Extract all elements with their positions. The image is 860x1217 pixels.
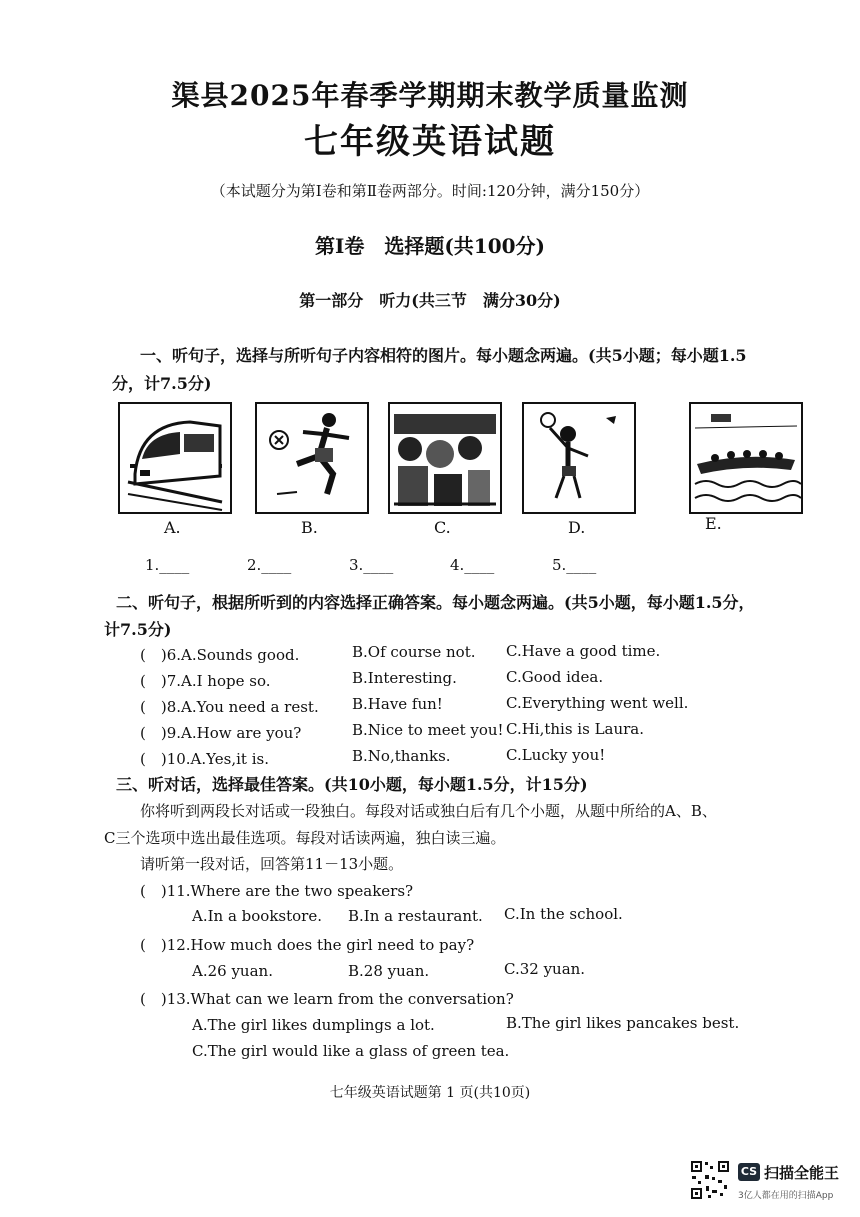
answer-blank-3: 3.____ [349, 556, 394, 574]
picture-e [689, 402, 803, 514]
question-6-option-a: ( )6.A.Sounds good. [140, 646, 300, 664]
question-13-option-c: C.The girl would like a glass of green tea. [192, 1042, 510, 1060]
question-7-option-c: C.Good idea. [506, 668, 604, 686]
picture-a [118, 402, 232, 514]
question-6-option-c: C.Have a good time. [506, 642, 661, 660]
question-10-option-a: ( )10.A.Yes,it is. [140, 750, 269, 768]
train-icon [120, 404, 230, 512]
section3-desc-line1: 你将听到两段长对话或一段独白。每段对话或独白后有几个小题，从题中所给的A、B、 [140, 802, 717, 820]
section2-instruction-line2: 计7.5分) [104, 620, 172, 639]
picture-label-c: C. [434, 518, 451, 537]
question-13-stem: ( )13.What can we learn from the conversation? [140, 990, 514, 1008]
soccer-player-icon [257, 404, 367, 512]
badminton-player-icon [524, 404, 634, 512]
question-12-option-a: A.26 yuan. [192, 962, 273, 980]
picture-b [255, 402, 369, 514]
question-9-option-a: ( )9.A.How are you? [140, 724, 302, 742]
question-11-option-b: B.In a restaurant. [348, 907, 483, 925]
question-9-option-b: B.Nice to meet you! [352, 721, 504, 739]
exam-subject-title: 七年级英语试题 [304, 122, 556, 162]
picture-label-b: B. [301, 518, 318, 537]
question-8-option-a: ( )8.A.You need a rest. [140, 698, 319, 716]
section3-prompt: 请听第一段对话，回答第11－13小题。 [140, 855, 404, 873]
question-6-option-b: B.Of course not. [352, 643, 476, 661]
question-7-option-a: ( )7.A.I hope so. [140, 672, 271, 690]
section2-instruction-line1: 二、听句子，根据所听到的内容选择正确答案。每小题念两遍。(共5小题，每小题1.5分， [116, 593, 755, 612]
question-7-option-b: B.Interesting. [352, 669, 457, 687]
question-11-option-c: C.In the school. [504, 905, 623, 923]
answer-blank-1: 1.____ [145, 556, 190, 574]
question-12-option-c: C.32 yuan. [504, 960, 586, 978]
page-footer: 七年级英语试题第 1 页(共10页) [329, 1085, 531, 1101]
answer-blank-2: 2.____ [247, 556, 292, 574]
section1-instruction-line1: 一、听句子，选择与所听句子内容相符的图片。每小题念两遍。(共5小题；每小题1.5 [140, 346, 747, 365]
picture-label-e: E. [705, 514, 722, 533]
qr-code-icon [690, 1160, 730, 1200]
question-10-option-b: B.No,thanks. [352, 747, 451, 765]
picture-label-a: A. [164, 518, 181, 537]
question-10-option-c: C.Lucky you! [506, 746, 606, 764]
picture-label-d: D. [568, 518, 586, 537]
picture-d [522, 402, 636, 514]
market-stall-icon [390, 404, 500, 512]
exam-note: （本试题分为第Ⅰ卷和第Ⅱ卷两部分。时间:120分钟，满分150分） [210, 182, 650, 200]
exam-header-title: 渠县2025年春季学期期末教学质量监测 [171, 79, 689, 112]
question-13-option-b: B.The girl likes pancakes best. [506, 1014, 740, 1032]
section3-heading: 三、听对话，选择最佳答案。(共10小题，每小题1.5分，计15分) [116, 775, 588, 794]
section3-desc-line2: C三个选项中选出最佳选项。每段对话读两遍，独白读三遍。 [104, 829, 506, 847]
answer-blank-4: 4.____ [450, 556, 495, 574]
scanner-app-name: 扫描全能王 [764, 1164, 840, 1182]
section1-instruction-line2: 分，计7.5分) [112, 374, 212, 393]
question-12-option-b: B.28 yuan. [348, 962, 430, 980]
boat-race-icon [691, 404, 801, 512]
part-heading: 第一部分 听力(共三节 满分30分) [299, 291, 561, 310]
question-12-stem: ( )12.How much does the girl need to pay? [140, 936, 475, 954]
question-8-option-c: C.Everything went well. [506, 694, 689, 712]
question-9-option-c: C.Hi,this is Laura. [506, 720, 645, 738]
picture-c [388, 402, 502, 514]
question-11-option-a: A.In a bookstore. [192, 907, 322, 925]
scanner-logo-badge: CS [738, 1163, 760, 1181]
question-8-option-b: B.Have fun! [352, 695, 443, 713]
answer-blank-5: 5.____ [552, 556, 597, 574]
scanner-app-tagline: 3亿人都在用的扫描App [738, 1191, 834, 1201]
question-13-option-a: A.The girl likes dumplings a lot. [192, 1016, 435, 1034]
question-11-stem: ( )11.Where are the two speakers? [140, 882, 414, 900]
volume-heading: 第Ⅰ卷 选择题(共100分) [314, 234, 546, 258]
